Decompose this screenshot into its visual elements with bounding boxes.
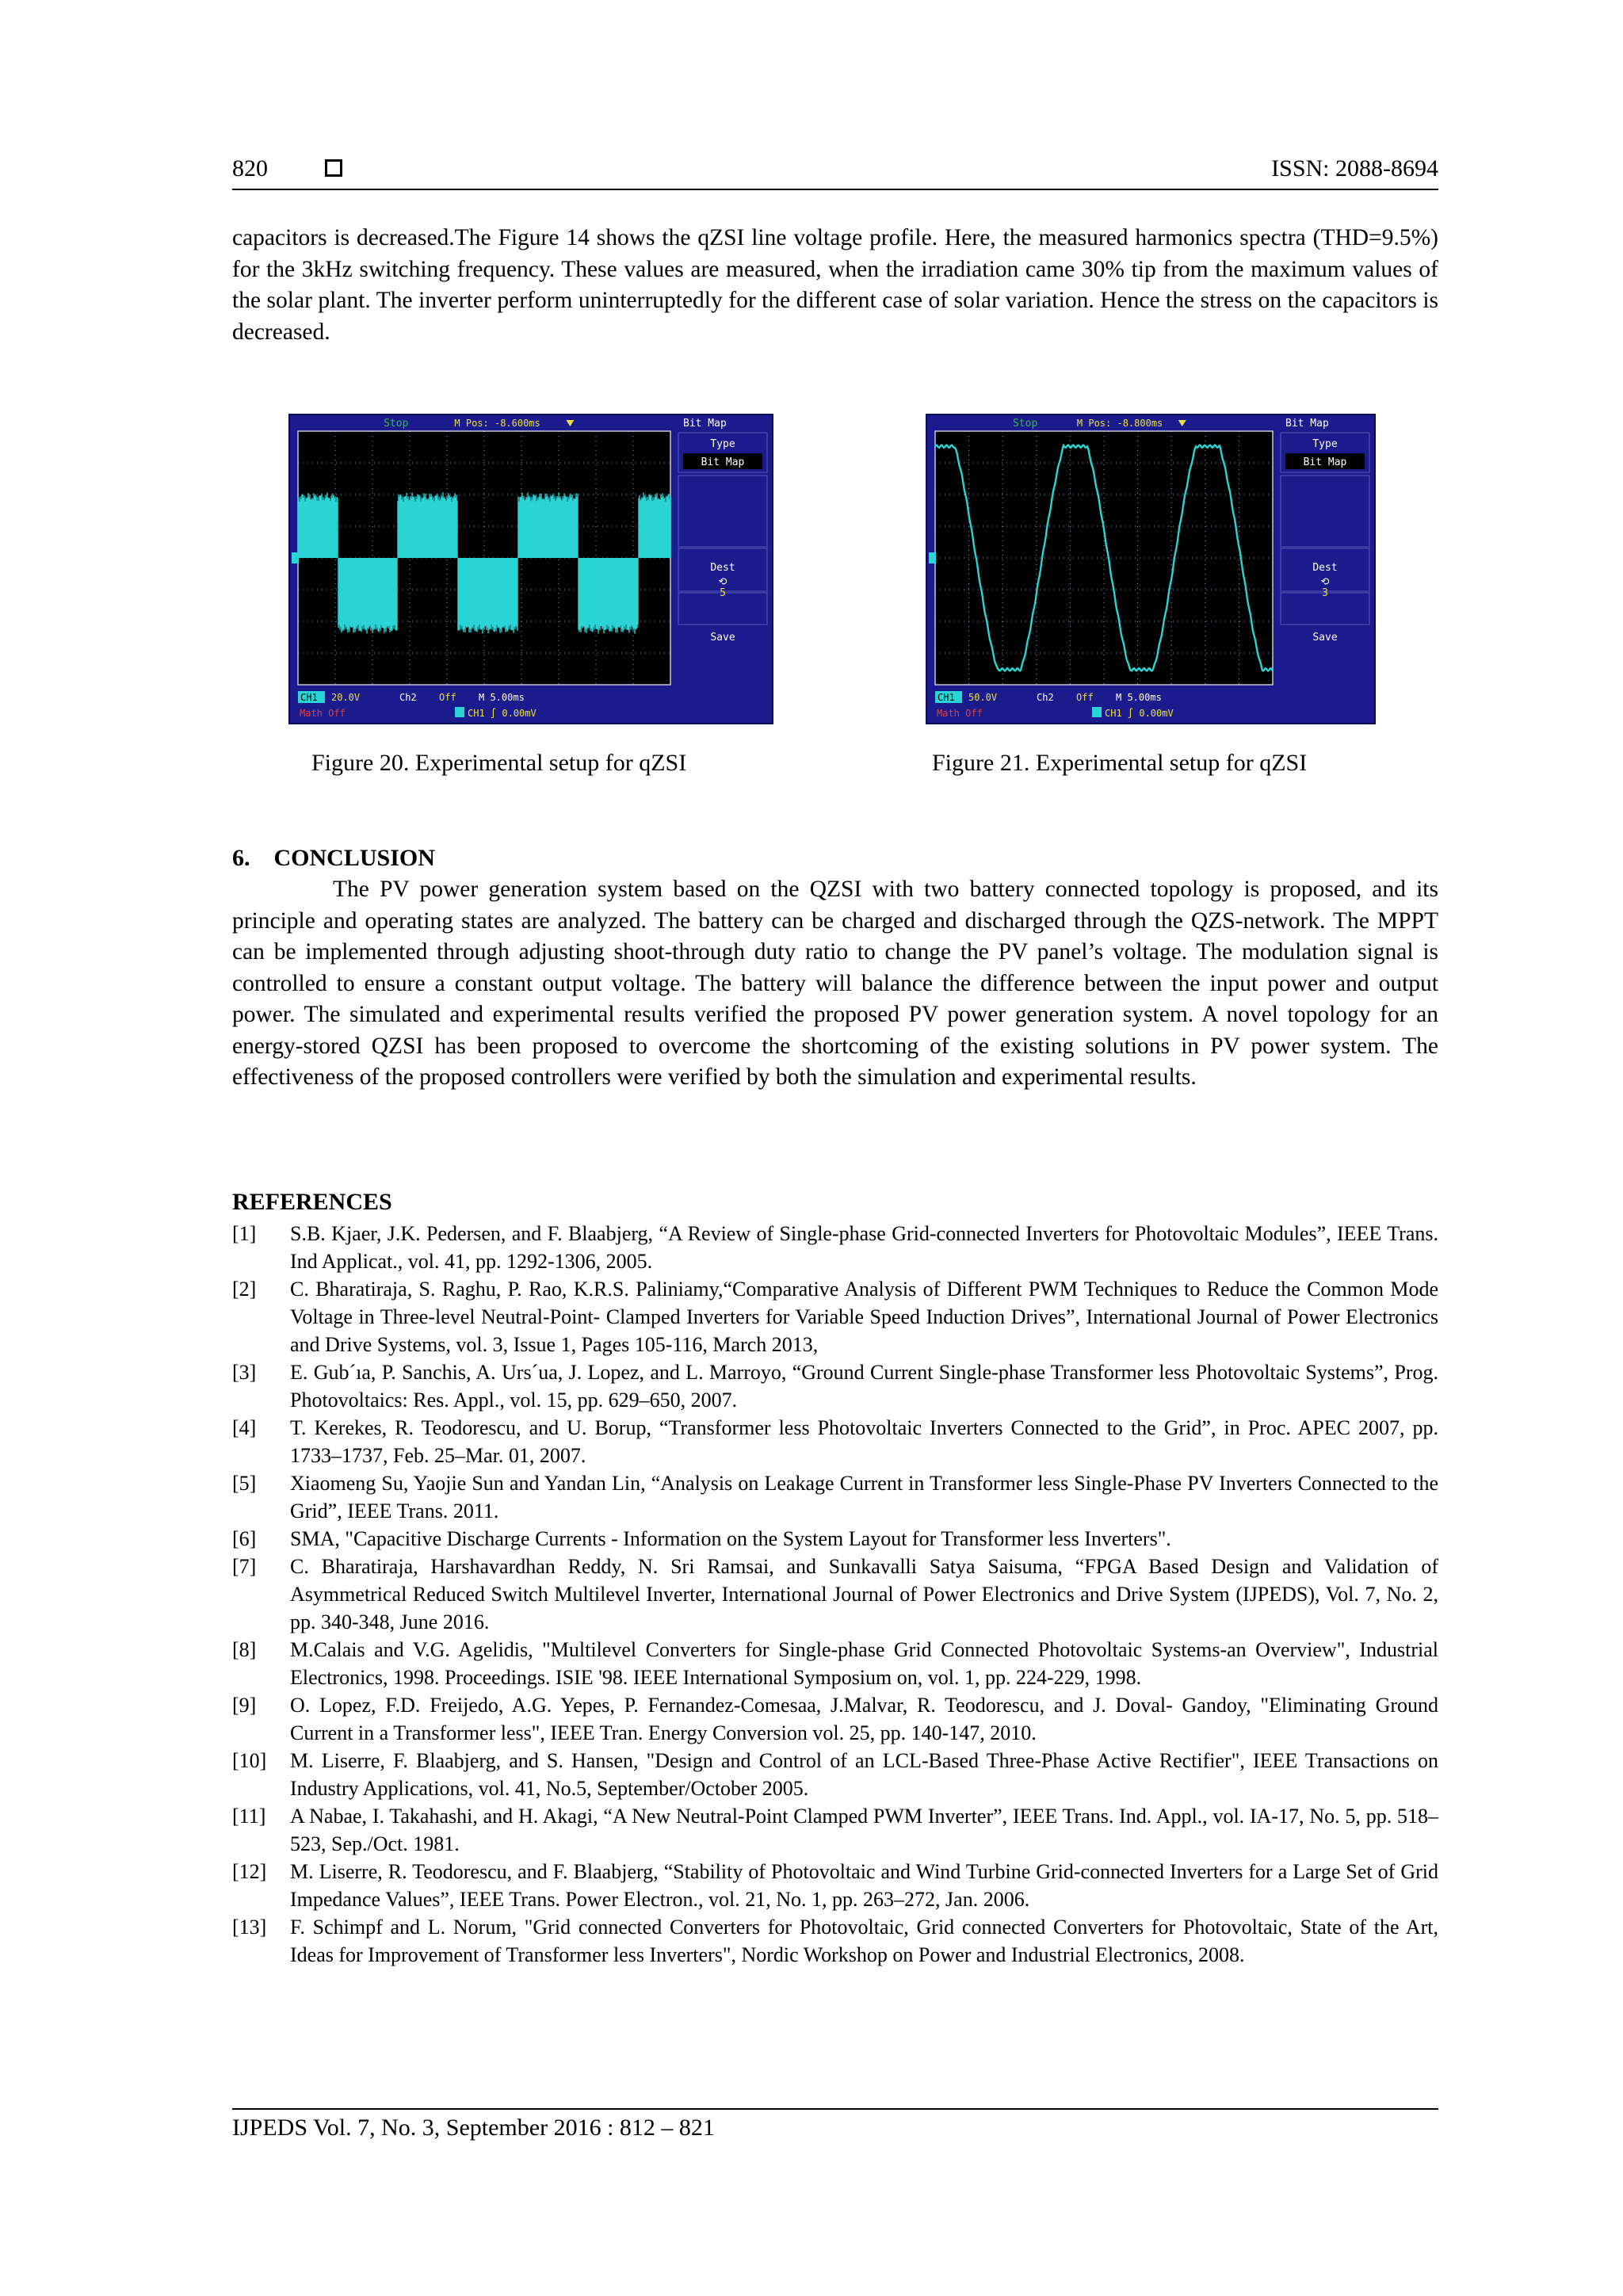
reference-number: [11] [232,1805,266,1828]
menu-item-save: Save [1312,632,1338,644]
reference-number: [5] [232,1472,257,1495]
scope-status-text: Stop [1012,418,1038,430]
reference-item [232,1913,1438,1969]
reference-item [232,1691,1438,1747]
footer-rule [232,2108,1438,2110]
footer-citation: IJPEDS Vol. 7, No. 3, September 2016 : 812 – 821 [232,2115,715,2141]
ch2-state: Off [439,692,456,703]
ch1-label: CH1 [938,692,955,703]
reference-item [232,1636,1438,1691]
reference-item [232,1858,1438,1913]
menu-item-type: Type [710,438,735,450]
ch2-label: Ch2 [1037,692,1054,703]
reference-text: C. Bharatiraja, Harshavardhan Reddy, N. Sri Ramsai, and Sunkavalli Satya Saisuma, “FPGA Based Design and Validation of Asymmetrical Reduced Switch Multilevel Inverter, International Journal of Power Electronics and Drive System (IJPEDS), Vol. 7, No. 2, pp. 340-348, June 2016. [290,1555,1438,1633]
menu-item-dest: Dest [1312,562,1338,574]
ch1-ground-marker [929,552,936,563]
checkbox-square-icon [325,159,342,177]
reference-number: [12] [232,1860,267,1883]
reference-number: [7] [232,1555,257,1578]
menu-item-bitmap: Bit Map [1303,457,1347,468]
header-rule [232,189,1438,190]
trigger-icon [1092,707,1102,717]
reference-number: [9] [232,1694,257,1717]
reference-number: [2] [232,1278,257,1301]
reference-text: A Nabae, I. Takahashi, and H. Akagi, “A New Neutral-Point Clamped PWM Inverter”, IEEE Trans. Ind. Appl., vol. IA-17, No. 5, pp. 518–523, Sep./Oct. 1981. [290,1805,1438,1855]
reference-text: E. Gub´ıa, P. Sanchis, A. Urs´ua, J. Lopez, and L. Marroyo, “Ground Current Single-phase Transformer less Photovoltaic Systems”, Prog. Photovoltaics: Res. Appl., vol. 15, pp. 629–650, 2007. [290,1361,1438,1412]
scope-screen [290,415,772,723]
ch1-ground-marker [292,552,299,563]
oscilloscope-figure-21 [926,414,1376,724]
reference-item [232,1747,1438,1802]
reference-item [232,1275,1438,1358]
menu-title: Bit Map [1285,418,1329,430]
scope-mpos-text: M Pos: -8.600ms [454,418,540,429]
issn: ISSN: 2088-8694 [1271,155,1438,181]
reference-text: C. Bharatiraja, S. Raghu, P. Rao, K.R.S. Paliniamy,“Comparative Analysis of Different PWM Techniques to Reduce the Common Mode Voltage in Three-level Neutral-Point- Clamped Inverters for Variable Speed Induction Drives”, International Journal of Power Electronics and Drive Systems, vol. 3, Issue 1, Pages 105-116, March 2013, [290,1278,1438,1356]
conclusion-paragraph: The PV power generation system based on the QZSI with two battery connected topology is proposed, and its principle and operating states are analyzed. The battery can be charged and discharged through the QZS-network. The MPPT can be implemented through adjusting shoot-through duty ratio to change the PV panel’s voltage. The modulation signal is controlled to ensure a constant output voltage. The battery will balance the difference between the input power and output power. The simulated and experimental results verified the proposed PV power generation system. A novel topology for an energy-stored QZSI has been proposed to overcome the shortcoming of the existing solutions in PV power system. The effectiveness of the proposed controllers were verified by both the simulation and experimental results. [232,877,1438,1090]
timebase: M 5.00ms [1116,692,1162,703]
reference-item [232,1220,1438,1275]
oscilloscope-figure-20 [288,414,773,724]
reference-item [232,1525,1438,1553]
menu-item-dest-value: 3 [1322,587,1328,599]
menu-item-dest-value: 5 [720,587,726,599]
reference-number: [10] [232,1749,267,1772]
conclusion-heading: 6. CONCLUSION [232,845,435,871]
scope-screen [927,415,1374,723]
scope-mpos-text: M Pos: -8.800ms [1076,418,1163,429]
reference-item [232,1553,1438,1636]
trigger-info: CH1 ∫ 0.00mV [468,708,537,719]
reference-number: [3] [232,1361,257,1384]
figure-21-caption: Figure 21. Experimental setup for qZSI [932,750,1308,776]
ch1-scale: 50.0V [968,692,998,703]
math-status: Math Off [300,708,346,719]
intro-paragraph: capacitors is decreased.The Figure 14 shows the qZSI line voltage profile. Here, the measured harmonics spectra (THD=9.5%) for the 3kHz switching frequency. These values are measured, when the irradiation came 30% tip from the maximum values of the solar plant. The inverter perform uninterruptedly for the different case of solar variation. Hence the stress on the capacitors is decreased. [232,225,1438,345]
ch1-label: CH1 [300,692,318,703]
ch2-state: Off [1076,692,1094,703]
figure-20-caption: Figure 20. Experimental setup for qZSI [311,750,687,776]
scope-status-text: Stop [384,418,409,430]
reference-item [232,1414,1438,1469]
reference-item [232,1469,1438,1525]
reference-item [232,1802,1438,1858]
trigger-info: CH1 ∫ 0.00mV [1105,708,1174,719]
page-number: 820 [232,155,268,181]
ch1-scale: 20.0V [331,692,361,703]
reference-text: M.Calais and V.G. Agelidis, "Multilevel Converters for Single-phase Grid Connected Photovoltaic Systems-an Overview", Industrial Electronics, 1998. Proceedings. ISIE '98. IEEE International Symposium on, vol. 1, pp. 224-229, 1998. [290,1638,1438,1689]
reference-text: M. Liserre, F. Blaabjerg, and S. Hansen, "Design and Control of an LCL-Based Three-Phase Active Rectifier", IEEE Transactions on Industry Applications, vol. 41, No.5, September/October 2005. [290,1749,1438,1800]
reference-number: [1] [232,1222,257,1245]
reference-text: SMA, "Capacitive Discharge Currents - Information on the System Layout for Transformer less Inverters". [290,1527,1171,1550]
menu-title: Bit Map [683,418,727,430]
reference-text: T. Kerekes, R. Teodorescu, and U. Borup, “Transformer less Photovoltaic Inverters Connected to the Grid”, in Proc. APEC 2007, pp. 1733–1737, Feb. 25–Mar. 01, 2007. [290,1416,1438,1467]
reference-number: [6] [232,1527,257,1550]
reference-number: [13] [232,1916,267,1939]
menu-item-bitmap: Bit Map [701,457,745,468]
references-list [232,1220,1438,1969]
math-status: Math Off [937,708,983,719]
menu-item-save: Save [710,632,735,644]
rotate-icon: ⟲ [718,576,727,588]
rotate-icon: ⟲ [1320,576,1330,588]
reference-text: M. Liserre, R. Teodorescu, and F. Blaabjerg, “Stability of Photovoltaic and Wind Turbine Grid-connected Inverters for a Large Set of Grid Impedance Values”, IEEE Trans. Power Electron., vol. 21, No. 1, pp. 263–272, Jan. 2006. [290,1860,1438,1911]
reference-text: O. Lopez, F.D. Freijedo, A.G. Yepes, P. Fernandez-Comesaa, J.Malvar, R. Teodorescu, and J. Doval- Gandoy, "Eliminating Ground Current in a Transformer less", IEEE Tran. Energy Conversion vol. 25, pp. 140-147, 2010. [290,1694,1438,1744]
reference-number: [8] [232,1638,257,1661]
reference-number: [4] [232,1416,257,1439]
ch2-label: Ch2 [399,692,417,703]
menu-item-dest: Dest [710,562,735,574]
reference-text: S.B. Kjaer, J.K. Pedersen, and F. Blaabjerg, “A Review of Single-phase Grid-connected Inverters for Photovoltaic Modules”, IEEE Trans. Ind Applicat., vol. 41, pp. 1292-1306, 2005. [290,1222,1438,1273]
reference-text: Xiaomeng Su, Yaojie Sun and Yandan Lin, “Analysis on Leakage Current in Transformer less Single-Phase PV Inverters Connected to the Grid”, IEEE Trans. 2011. [290,1472,1438,1522]
reference-item [232,1358,1438,1414]
menu-item-type: Type [1312,438,1338,450]
reference-text: F. Schimpf and L. Norum, "Grid connected Converters for Photovoltaic, Grid connected Converters for Photovoltaic, State of the Art, Ideas for Improvement of Transformer less Inverters", Nordic Workshop on Power and Industrial Electronics, 2008. [290,1916,1438,1966]
timebase: M 5.00ms [479,692,525,703]
trigger-icon [455,707,464,717]
references-heading: REFERENCES [232,1189,392,1215]
